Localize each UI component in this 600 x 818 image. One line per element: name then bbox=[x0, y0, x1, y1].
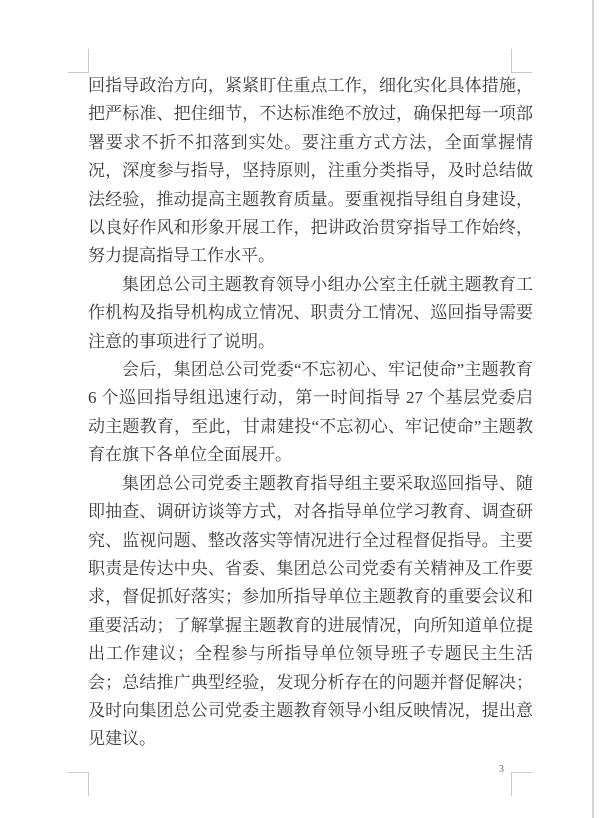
page-number: 3 bbox=[499, 764, 504, 775]
document-text-area[interactable] bbox=[88, 72, 533, 754]
text-boundary-mark-bottom-left bbox=[68, 772, 89, 796]
paragraph: 集团总公司主题教育领导小组办公室主任就主题教育工作机构及指导机构成立情况、职责分工情况、巡回指导需要注意的事项进行了说明。 bbox=[88, 274, 533, 351]
paragraph-continuation: 回指导政治方向，紧紧盯住重点工作，细化实化具体措施，把严标准、把住细节，不达标准绝不放过，确保把每一项部署要求不折不扣落到实处。要注重方式方法，全面掌握情况，深度参与指导，坚持原则，注重分类指导，及时总结做法经验，推动提高主题教育质量。要重视指导组自身建设，以良好作风和形象开展工作，把讲政治贯穿指导工作始终，努力提高指导工作水平。 bbox=[88, 76, 533, 266]
text-boundary-mark-top-left bbox=[68, 49, 89, 73]
page-right-edge bbox=[592, 0, 594, 818]
text-boundary-mark-top-right bbox=[511, 49, 532, 73]
text-boundary-mark-bottom-right bbox=[511, 772, 532, 796]
paragraph: 会后，集团总公司党委“不忘初心、牢记使命”主题教育 6 个巡回指导组迅速行动，第一时间指导 27 个基层党委启动主题教育，至此，甘肃建投“不忘初心、牢记使命”主题教育在旗下各单位全面展开。 bbox=[88, 360, 533, 465]
paragraph: 集团总公司党委主题教育指导组主要采取巡回指导、随即抽查、调研访谈等方式，对各指导单位学习教育、调查研究、监视问题、整改落实等情况进行全过程督促指导。主要职责是传达中央、省委、集团总公司党委有关精神及工作要求，督促抓好落实；参加所指导单位主题教育的重要会议和重要活动；了解掌握主题教育的进展情况，向所知道单位提出工作建议；全程参与所指导单位领导班子专题民主生活会；总结推广典型经验，发现分析存在的问题并督促解决；及时向集团总公司党委主题教育领导小组反映情况，提出意见建议。 bbox=[88, 473, 533, 749]
